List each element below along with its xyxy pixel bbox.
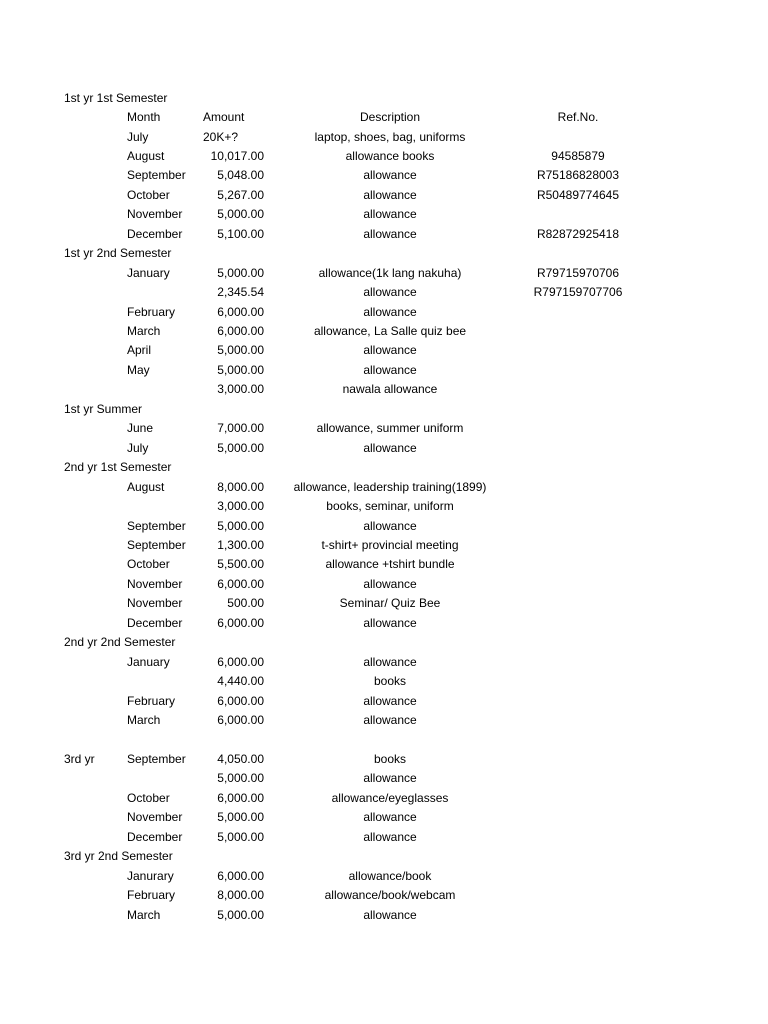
month-cell: July [127,129,149,144]
ref-no-cell: R82872925418 [536,226,620,241]
month-cell: December [127,615,183,630]
amount-cell: 20K+? [203,129,239,144]
description-cell: allowance [363,615,417,630]
month-cell: March [127,713,161,727]
month-cell: September [127,518,186,533]
amount-cell: 6,000.00 [217,654,264,669]
month-cell: May [127,362,150,377]
amount-cell: 6,000.00 [217,324,264,338]
ref-no-cell: R79715970706 [536,265,620,280]
section-heading [0,400,768,419]
section-label: 3rd yr 2nd Semester [64,849,173,864]
section-heading [0,633,768,652]
month-cell: December [127,226,183,241]
section-heading [0,89,768,108]
month-cell: March [127,907,161,922]
amount-cell: 1,300.00 [217,537,264,552]
amount-cell: 6,000.00 [217,713,264,727]
amount-cell: 5,500.00 [217,557,264,572]
amount-cell: 4,050.00 [217,751,264,766]
description-cell: allowance, summer uniform [316,421,464,436]
amount-cell: 5,000.00 [217,907,264,922]
column-header-row [0,108,768,127]
ledger-row [0,166,768,185]
month-cell: February [127,304,176,319]
ledger-row [0,497,768,516]
amount-cell: 5,000.00 [217,343,264,358]
month-cell: April [127,343,152,358]
ledger-row [0,672,768,691]
description-cell: laptop, shoes, bag, uniforms [314,129,466,144]
ledger-row [0,711,768,730]
amount-cell: 7,000.00 [217,421,264,436]
ledger-row [0,692,768,711]
amount-cell: 2,345.54 [217,285,264,300]
month-cell: June [127,421,154,436]
ledger-row [0,517,768,536]
amount-cell: 4,440.00 [217,674,264,689]
ledger-row [0,147,768,166]
ledger-row [0,439,768,458]
amount-cell: 6,000.00 [217,693,264,708]
month-cell: November [127,810,183,825]
month-cell: September [127,751,186,766]
description-cell: allowance [363,518,417,533]
ledger-row [0,906,768,925]
month-cell: August [127,479,165,494]
description-cell: allowance [363,226,417,241]
amount-cell: 5,000.00 [217,265,264,280]
ledger-row [0,555,768,574]
ledger-row [0,769,768,788]
ledger-row [0,478,768,497]
description-cell: allowance, leadership training(1899) [293,479,487,494]
description-column-header: Description [359,110,421,124]
ledger-row [0,264,768,283]
description-cell: nawala allowance [342,382,438,397]
description-cell: allowance [363,362,417,377]
ledger-row [0,536,768,555]
description-cell: allowance/book [348,868,432,883]
month-cell: December [127,829,183,844]
description-cell: allowance [363,576,417,591]
month-cell: September [127,537,186,552]
description-cell: allowance [363,343,417,358]
month-cell: February [127,888,176,903]
ledger-row [0,205,768,224]
section-label: 2nd yr 1st Semester [64,460,172,475]
month-cell: November [127,207,183,222]
description-cell: allowance/eyeglasses [331,790,449,805]
description-cell: books [373,751,407,766]
ledger-row [0,789,768,808]
description-cell: allowance [363,810,417,825]
amount-cell: 3,000.00 [217,382,264,397]
ledger-row [0,867,768,886]
description-cell: allowance [363,771,417,786]
month-cell: March [127,324,161,338]
month-cell: October [127,790,170,805]
description-cell: allowance [363,207,417,222]
description-cell: allowance [363,713,417,727]
section-heading [0,458,768,477]
month-cell: September [127,168,186,183]
blank-row [0,730,768,749]
ledger-row [0,322,768,341]
description-cell: books, seminar, uniform [326,499,454,514]
section-label: 1st yr Summer [64,401,143,416]
ledger-row [0,886,768,905]
description-cell: allowance [363,285,417,300]
ledger-row [0,653,768,672]
description-cell: allowance(1k lang nakuha) [318,265,462,280]
ledger-row [0,594,768,613]
amount-cell: 5,000.00 [217,362,264,377]
month-cell: January [127,265,170,280]
amount-cell: 5,267.00 [217,187,264,202]
description-cell: t-shirt+ provincial meeting [321,537,459,552]
amount-cell: 5,000.00 [217,829,264,844]
ledger-row [0,575,768,594]
ledger-row [0,303,768,322]
amount-cell: 6,000.00 [217,304,264,319]
section-label: 2nd yr 2nd Semester [64,635,176,650]
section-label: 1st yr 1st Semester [64,91,168,105]
amount-cell: 6,000.00 [217,615,264,630]
description-cell: allowance, La Salle quiz bee [313,324,467,338]
month-cell: October [127,187,170,202]
amount-cell: 6,000.00 [217,576,264,591]
amount-cell: 8,000.00 [217,479,264,494]
amount-cell: 5,000.00 [217,207,264,222]
month-cell: November [127,596,183,611]
description-cell: allowance [363,168,417,183]
description-cell: allowance [363,440,417,455]
month-cell: November [127,576,183,591]
month-cell: October [127,557,170,572]
amount-column-header: Amount [203,110,245,124]
section-heading [0,244,768,263]
ledger-row [0,283,768,302]
month-cell: February [127,693,176,708]
ledger-row [0,128,768,147]
month-cell: August [127,148,165,163]
ref-no-column-header: Ref.No. [557,110,599,124]
description-cell: allowance [363,907,417,922]
description-cell: allowance [363,304,417,319]
amount-cell: 8,000.00 [217,888,264,903]
section-label: 1st yr 2nd Semester [64,246,172,261]
description-cell: allowance/book/webcam [324,888,456,903]
description-cell: allowance [363,829,417,844]
amount-cell: 5,000.00 [217,518,264,533]
amount-cell: 5,048.00 [217,168,264,183]
ledger-row [0,614,768,633]
month-cell: July [127,440,149,455]
description-cell: allowance [363,654,417,669]
amount-cell: 3,000.00 [217,499,264,514]
ref-no-cell: R50489774645 [536,187,620,202]
amount-cell: 500.00 [227,596,264,611]
ref-no-cell: R75186828003 [536,168,620,183]
description-cell: allowance [363,187,417,202]
ref-no-cell: 94585879 [551,148,605,163]
amount-cell: 5,100.00 [217,226,264,241]
description-cell: books [373,674,407,689]
ledger-row [0,186,768,205]
description-cell: allowance [363,693,417,708]
description-cell: allowance books [345,148,435,163]
month-column-header: Month [127,110,161,124]
amount-cell: 5,000.00 [217,771,264,786]
ledger-row [0,225,768,244]
ref-no-cell: R797159707706 [533,285,623,300]
amount-cell: 10,017.00 [210,148,264,163]
month-cell: January [127,654,170,669]
month-cell: Janurary [127,868,174,883]
amount-cell: 5,000.00 [217,440,264,455]
ledger-row [0,808,768,827]
ledger-row [0,361,768,380]
amount-cell: 6,000.00 [217,790,264,805]
amount-cell: 5,000.00 [217,810,264,825]
section-heading [0,847,768,866]
description-cell: allowance +tshirt bundle [325,557,455,572]
section-label: 3rd yr [64,751,95,766]
description-cell: Seminar/ Quiz Bee [339,596,441,611]
ledger-row [0,828,768,847]
amount-cell: 6,000.00 [217,868,264,883]
ledger-row [0,750,768,769]
ledger-row [0,419,768,438]
ledger-row [0,341,768,360]
ledger-row [0,380,768,399]
